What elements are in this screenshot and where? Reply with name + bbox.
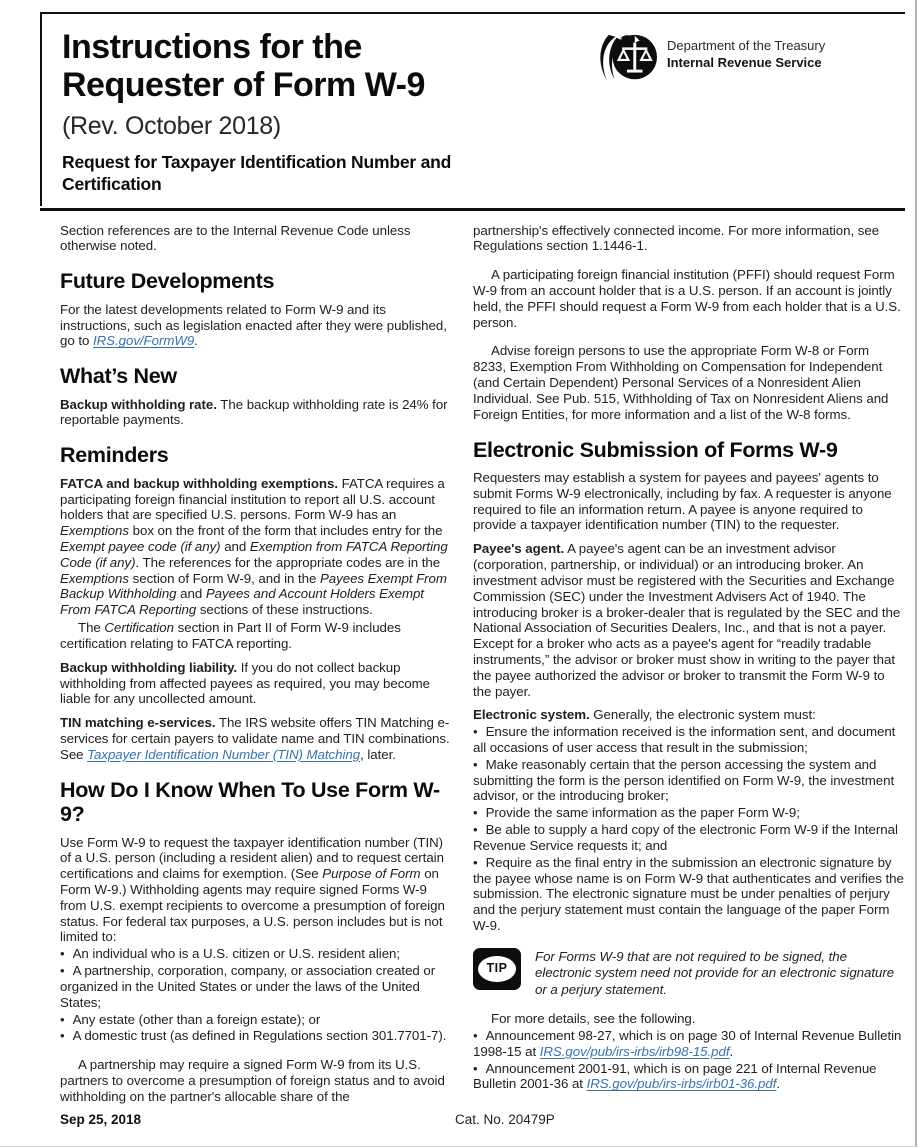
agency-names	[667, 30, 825, 72]
text-run: Electronic system.	[473, 707, 590, 723]
tip-icon-label: TIP	[486, 961, 508, 976]
text-run: Payees and Account Holders Exempt From FATCA Reporting	[60, 586, 424, 618]
text-run: Announcement 2001-91, which is on page 221 of Internal Revenue Bulletin 2001-36 at	[473, 1060, 877, 1092]
heading-how-use-w9: How Do I Know When To Use Form W-9?	[60, 777, 440, 827]
revision-date: (Rev. October 2018)	[62, 111, 281, 140]
text-run: If you do not collect backup withholding from affected payees as required, you may become liable for any uncollected amount.	[60, 659, 431, 707]
text-run: .	[194, 333, 198, 349]
irs-eagle-logo	[597, 30, 659, 88]
text-run: Payee's agent.	[473, 541, 565, 557]
page-footer	[40, 1112, 905, 1130]
right-column	[473, 223, 905, 1105]
text-run: A payee's agent can be an investment advisor (corporation, partnership, or individual) or an introducing broker. An investment advisor must be registered with the Securities and Exchange Commission (SEC) under the Investment Advisers Act of 1940. The introducing broker is a broker-dealer that is regulated by the SEC and the National Association of Securities Dealers, Inc., and that is not a payer. Except for a broker who acts as a payee's agent for “readily tradable instruments,” the advisor or broker must show in writing to the payer that the payee authorized the advisor or broker to transmit the Form W-9 to the payer.	[473, 541, 901, 699]
agency-service: Internal Revenue Service	[667, 54, 822, 70]
inline-link[interactable]: IRS.gov/FormW9	[92, 333, 195, 349]
inline-link[interactable]: IRS.gov/pub/irs-irbs/irb98-15.pdf	[539, 1043, 730, 1059]
tip-text: For Forms W-9 that are not required to be signed, the electronic system need not provide for an electronic signature or a perjury statement.	[535, 948, 895, 997]
paragraph	[60, 397, 456, 429]
inline-link[interactable]: IRS.gov/pub/irs-irbs/irb01-36.pdf	[586, 1076, 777, 1092]
list-item: • A domestic trust (as defined in Regulations section 301.7701-7).	[60, 1028, 456, 1044]
paragraph	[60, 620, 456, 652]
text-run: Certification	[104, 620, 174, 636]
list-item: • A partnership, corporation, company, or association created or organized in the United States or under the laws of the United States;	[60, 963, 456, 1010]
text-run: Generally, the electronic system must:	[589, 707, 816, 723]
page-content	[40, 12, 905, 1105]
text-run: Exemptions	[60, 570, 129, 586]
paragraph	[60, 476, 456, 618]
text-run: Announcement 98-27, which is on page 30 of Internal Revenue Bulletin 1998-15 at	[473, 1028, 902, 1059]
text-run: Purpose of Form	[322, 866, 421, 882]
text-run: Exemptions	[60, 523, 129, 539]
list-item: • Provide the same information as the paper Form W-9;	[473, 805, 905, 821]
paragraph: For more details, see the following.	[491, 1011, 696, 1027]
list-item: • Make reasonably certain that the person accessing the system and submitting the form is the person identified on Form W-9, the investment advisor, or the introducing broker;	[473, 757, 905, 804]
tip-callout	[473, 948, 905, 998]
title-line-1: Instructions for the	[62, 28, 362, 66]
text-run: section of Form W-9, and in the	[128, 570, 320, 586]
text-run: Use Form W-9 to request the taxpayer identification number (TIN) of a U.S. person (including a resident alien) and to request certain certifications and claims for exemption. (See	[60, 834, 444, 882]
text-run: FATCA requires a participating foreign financial institution to report all U.S. account holders that are specified U.S. persons. Form W-9 has an	[60, 475, 445, 523]
text-run: .	[729, 1043, 734, 1059]
footer-date: Sep 25, 2018	[60, 1112, 142, 1127]
list-item: • Ensure the information received is the information sent, and document all occasions of user access that result in the submission;	[473, 724, 905, 756]
heading-future-developments: Future Developments	[60, 269, 275, 294]
text-run: box on the front of the form that includes entry for the	[128, 523, 443, 539]
paragraph: Advise foreign persons to use the appropriate Form W-8 or Form 8233, Exemption From Withholding on Compensation for Independent (and Certain Dependent) Personal Services of a Nonresident Alien Individual. See Pub. 515, Withholding of Tax on Nonresident Aliens and Foreign Entities, for more information and a list of the W-8 forms.	[473, 343, 889, 422]
paragraph	[60, 302, 456, 349]
text-run: Exempt payee code (if any)	[60, 539, 221, 555]
heading-electronic-submission: Electronic Submission of Forms W-9	[473, 437, 838, 462]
paragraph: Requesters may establish a system for payees and payees' agents to submit Forms W-9 electronically, including by fax. A requester is anyone required to file an information return. A payee is anyone required to provide a taxpayer identification number (TIN) to the requester.	[473, 470, 892, 533]
title-line-2: Requester of Form W-9	[62, 66, 425, 105]
text-run: , later.	[360, 746, 396, 762]
masthead	[40, 12, 905, 206]
list-item: • Require as the final entry in the submission an electronic signature by the payee whose name is on Form W-9 that authenticates and verifies the submission. The electronic signature must be under penalties of perjury and the perjury statement must contain the language of the paper Form W-9.	[473, 855, 905, 934]
list-item: • Be able to supply a hard copy of the electronic Form W-9 if the Internal Revenue Service requests it; and	[473, 822, 905, 854]
text-run: . The references for the appropriate codes are in the	[135, 554, 441, 570]
text-run: and	[220, 539, 250, 555]
paragraph	[473, 541, 905, 699]
paragraph	[60, 835, 456, 946]
paragraph: partnership's effectively connected income. For more information, see Regulations section 1.1446-1.	[473, 222, 880, 254]
left-column	[60, 223, 456, 1105]
paragraph	[60, 715, 456, 762]
text-run: FATCA and backup withholding exemptions.	[60, 475, 338, 491]
text-run: The IRS website offers TIN Matching e-services for certain payers to validate name and TIN combinations. See	[60, 715, 450, 762]
list-item: • Any estate (other than a foreign estate); or	[60, 1012, 456, 1028]
tip-icon-oval	[478, 956, 516, 982]
list-item	[473, 1061, 905, 1093]
paragraph: A participating foreign financial institution (PFFI) should request Form W-9 from an account holder that is a U.S. person. If an account is jointly held, the PFFI should request a Form W-9 from each holder that is a U.S. person.	[473, 267, 901, 330]
text-run: on Form W-9.) Withholding agents may require signed Forms W-9 from U.S. exempt recipients to overcome a presumption of foreign status. For federal tax purposes, a U.S. person includes but is not limited to:	[60, 866, 445, 945]
text-run: sections of these instructions.	[196, 602, 373, 618]
text-run: Payees Exempt From Backup Withholding	[60, 570, 447, 602]
form-subtitle: Request for Taxpayer Identification Number and Certification	[62, 151, 452, 195]
text-run: Backup withholding liability.	[60, 659, 238, 675]
text-run: The	[78, 620, 105, 636]
section-note: Section references are to the Internal Revenue Code unless otherwise noted.	[60, 222, 411, 254]
list-item	[473, 1028, 905, 1060]
scan-edge	[915, 0, 917, 1147]
footer-catalog-number: Cat. No. 20479P	[455, 1112, 555, 1127]
paragraph: A partnership may require a signed Form W-9 from its U.S. partners to overcome a presumption of foreign status and to avoid withholding on the partner's allocable share of the	[60, 1057, 445, 1104]
text-run: section in Part II of Form W-9 includes certification relating to FATCA reporting.	[60, 620, 401, 651]
inline-link[interactable]: Taxpayer Identification Number (TIN) Matching	[87, 746, 361, 762]
text-run: The backup withholding rate is 24% for reportable payments.	[60, 396, 448, 428]
text-run: Exemption from FATCA Reporting Code (if any)	[60, 539, 448, 570]
paragraph	[60, 660, 456, 707]
text-run: TIN matching e-services.	[60, 715, 216, 731]
text-run: Backup withholding rate.	[60, 396, 217, 412]
body-columns	[40, 211, 905, 1105]
text-run: .	[776, 1076, 781, 1092]
text-run: and	[176, 586, 206, 602]
list-item: • An individual who is a U.S. citizen or U.S. resident alien;	[60, 946, 456, 962]
paragraph	[473, 707, 905, 723]
text-run: For the latest developments related to Form W-9 and its instructions, such as legislation enacted after they were published, go to	[60, 301, 447, 349]
heading-whats-new: What’s New	[60, 364, 177, 389]
agency-dept: Department of the Treasury	[667, 38, 826, 53]
heading-reminders: Reminders	[60, 443, 169, 468]
agency-block	[597, 30, 907, 88]
tip-icon	[473, 948, 521, 990]
